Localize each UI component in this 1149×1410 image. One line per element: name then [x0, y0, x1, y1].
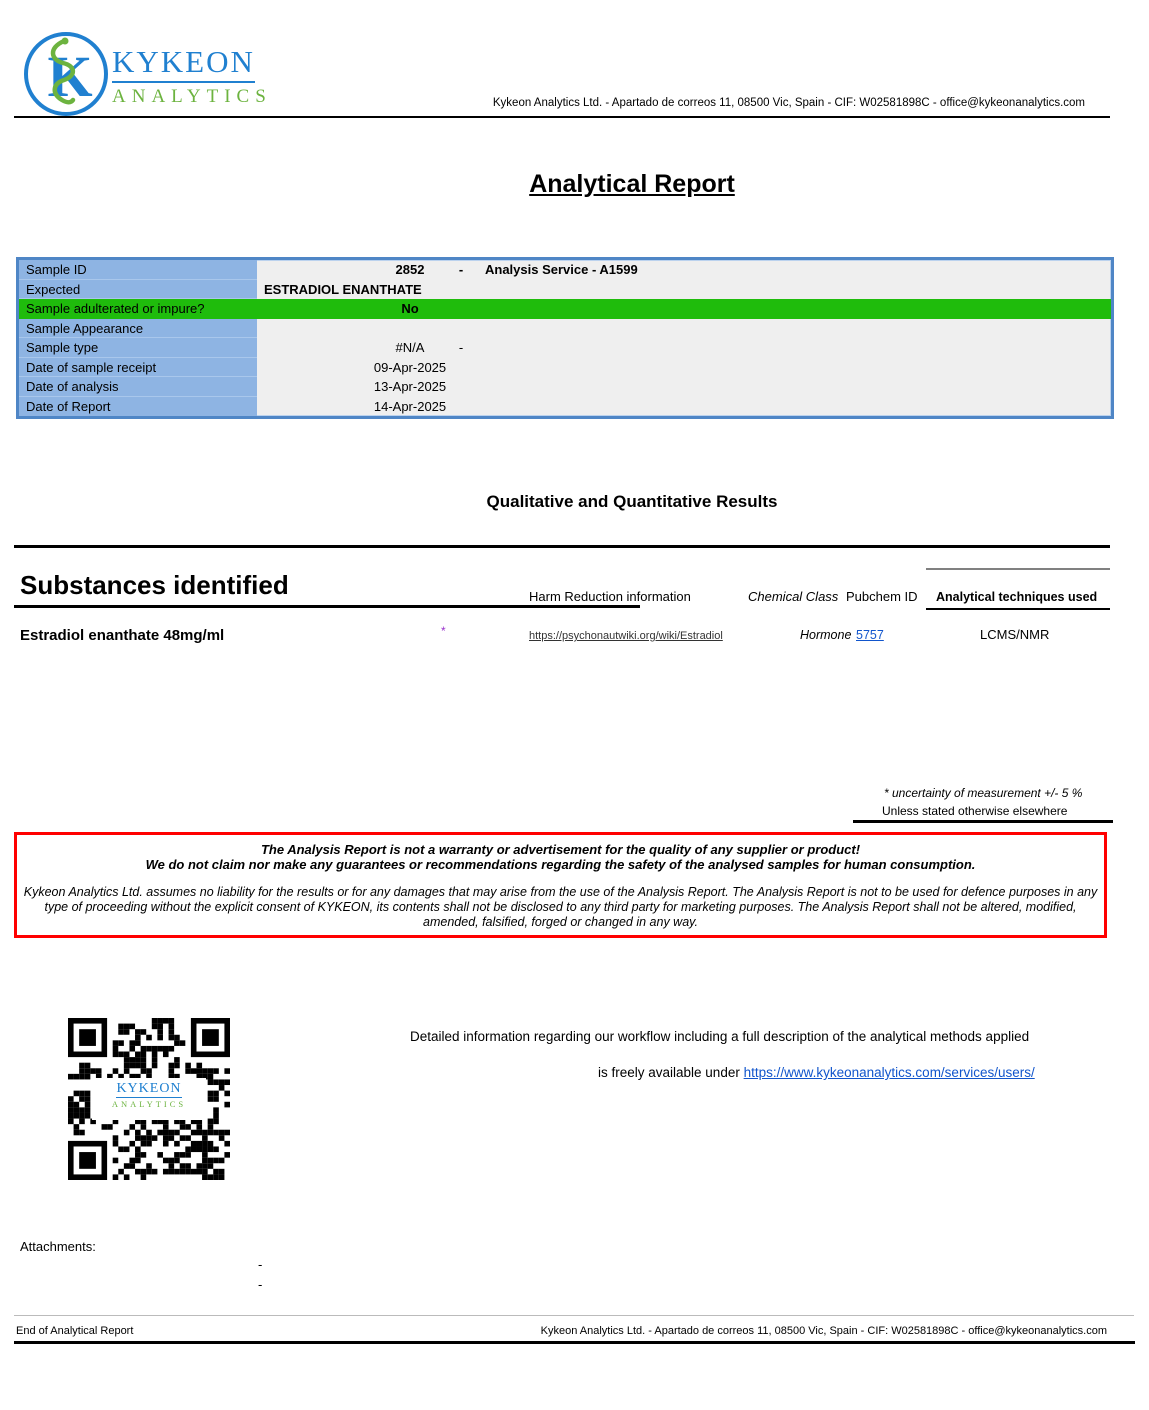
- sample-type-label: Sample type: [19, 338, 257, 358]
- techniques-underline: [926, 608, 1110, 610]
- separator-dash: -: [458, 262, 464, 277]
- qr-code: [68, 1018, 230, 1180]
- techniques-top-rule: [926, 568, 1110, 570]
- report-date-label: Date of Report: [19, 397, 257, 417]
- attachment-item: -: [258, 1277, 263, 1292]
- analysis-service-value: Analysis Service - A1599: [485, 262, 638, 277]
- column-header-harm-reduction: Harm Reduction information: [529, 589, 691, 604]
- workflow-link-line: [598, 1065, 1035, 1080]
- table-row: [19, 280, 1111, 300]
- footer-address: Kykeon Analytics Ltd. - Apartado de correos 11, 08500 Vic, Spain - CIF: W02581898C - office@kykeonanalytics.com: [540, 1325, 1107, 1337]
- table-row: [19, 338, 1111, 358]
- pubchem-id-link[interactable]: 5757: [856, 628, 884, 642]
- disclaimer-box: [14, 832, 1107, 938]
- techniques-value: LCMS/NMR: [980, 627, 1050, 642]
- disclaimer-line-1: The Analysis Report is not a warranty or advertisement for the quality of any supplier or product!: [260, 842, 861, 857]
- workflow-link-prefix: is freely available under: [598, 1065, 740, 1080]
- qr-logo-overlay: [92, 1078, 206, 1120]
- attachment-item: -: [258, 1257, 263, 1272]
- table-row: [19, 397, 1111, 417]
- sample-id-label: Sample ID: [19, 260, 257, 280]
- workflow-info-text: Detailed information regarding our workflow including a full description of the analytical methods applied: [410, 1029, 1030, 1044]
- company-logo-icon: [22, 30, 110, 118]
- footer-end-text: End of Analytical Report: [16, 1325, 134, 1337]
- appearance-label: Sample Appearance: [19, 319, 257, 339]
- substance-name: Estradiol enanthate 48mg/ml: [20, 627, 225, 644]
- results-heading: Qualitative and Quantitative Results: [486, 492, 778, 511]
- column-header-techniques: Analytical techniques used: [936, 590, 1098, 604]
- section-close-rule: [853, 820, 1113, 823]
- footer-thin-rule: [14, 1315, 1134, 1316]
- table-row-adulterated: [19, 299, 1111, 319]
- expected-value: ESTRADIOL ENANTHATE: [264, 281, 422, 297]
- table-row: [19, 377, 1111, 397]
- header-rule: [14, 116, 1110, 118]
- brand-subname: ANALYTICS: [112, 86, 272, 107]
- substances-section-title: Substances identified: [20, 570, 289, 600]
- uncertainty-note-2: Unless stated otherwise elsewhere: [882, 804, 1068, 818]
- table-row: [19, 319, 1111, 339]
- footer-thick-rule: [14, 1341, 1135, 1344]
- analysis-date-value: 13-Apr-2025: [373, 379, 447, 394]
- attachments-label: Attachments:: [20, 1239, 96, 1254]
- footnote-marker: *: [441, 624, 446, 638]
- logo-monogram: K: [47, 44, 93, 109]
- chemical-class-value: Hormone: [800, 628, 852, 642]
- disclaimer-line-2: We do not claim nor make any guarantees or recommendations regarding the safety of the analysed samples for human consumption.: [145, 857, 976, 872]
- adulterated-label: Sample adulterated or impure?: [26, 301, 205, 316]
- adulterated-value: No: [401, 301, 419, 316]
- disclaimer-body: Kykeon Analytics Ltd. assumes no liability for the results or for any damages that may arise from the use of the Analysis Report. The Analysis Report is not to be used for defence purposes in any type of proceeding without the explicit consent of KYKEON, its contents shall not be disclosed to any third party for marketing purposes. The Analysis Report shall not be altered, modified, amended, falsified, forged or changed in any way.: [23, 885, 1098, 929]
- expected-label: Expected: [19, 280, 257, 300]
- page-title: Analytical Report: [529, 170, 735, 198]
- services-link[interactable]: https://www.kykeonanalytics.com/services/users/: [743, 1065, 1035, 1080]
- separator-dash: -: [458, 340, 464, 355]
- uncertainty-note: * uncertainty of measurement +/- 5 %: [884, 786, 1083, 800]
- receipt-date-value: 09-Apr-2025: [373, 359, 447, 375]
- sample-type-value: #N/A: [395, 340, 425, 355]
- brand-name: KYKEON: [112, 44, 255, 83]
- analysis-date-label: Date of analysis: [19, 377, 257, 397]
- brand-wordmark: [112, 44, 272, 108]
- receipt-date-label: Date of sample receipt: [19, 358, 257, 378]
- section-underline: [14, 605, 640, 608]
- header-address: Kykeon Analytics Ltd. - Apartado de correos 11, 08500 Vic, Spain - CIF: W02581898C - office@kykeonanalytics.com: [492, 97, 1085, 109]
- table-row: [19, 358, 1111, 378]
- section-top-rule: [14, 545, 1110, 548]
- column-header-chemical-class: Chemical Class: [748, 589, 839, 604]
- column-header-pubchem-id: Pubchem ID: [846, 589, 918, 604]
- qr-logo-subname: ANALYTICS: [111, 1099, 187, 1109]
- sample-info-table: [16, 257, 1114, 419]
- harm-reduction-link[interactable]: https://psychonautwiki.org/wiki/Estradiol: [529, 630, 723, 642]
- sample-id-value: 2852: [395, 262, 425, 277]
- qr-logo-name: KYKEON: [116, 1081, 182, 1096]
- report-date-value: 14-Apr-2025: [373, 398, 447, 414]
- table-row: [19, 260, 1111, 280]
